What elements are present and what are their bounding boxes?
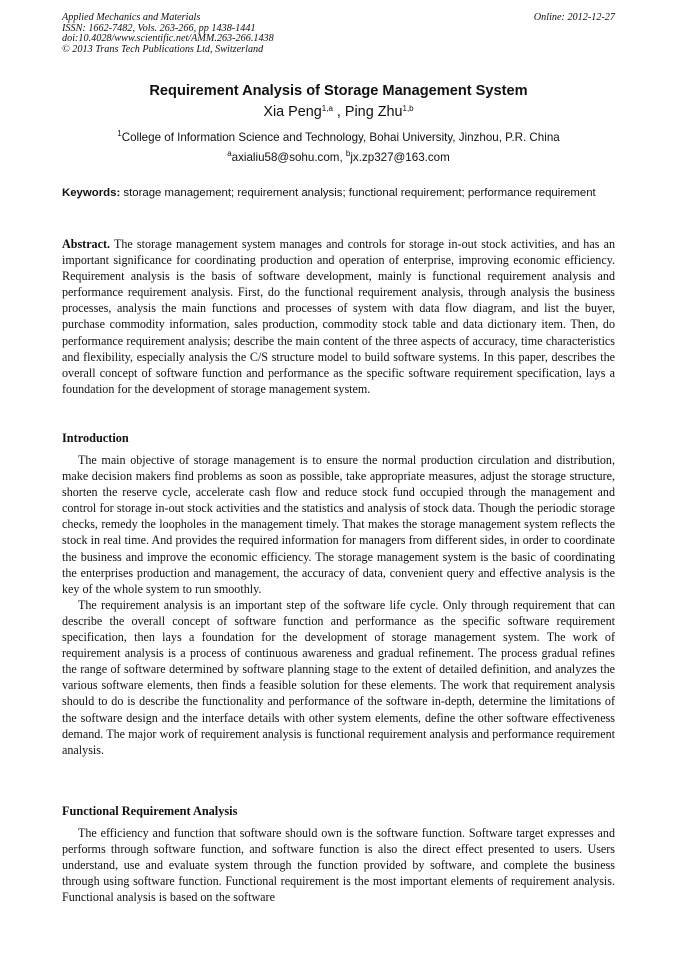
email-line	[62, 151, 615, 164]
paragraph: The main objective of storage management is to ensure the normal production circulation and distribution, make decision makers find problems as soon as possible, take appropriate measures, adjust the storage structure, shorten the reserve cycle, accelerate cash flow and reduce stock fund occupied through the management and control for storage in-out stock activities and the statistics and analysis of stock data. Though the periodic storage checks, remedy the loopholes in the management timely. That makes the storage management system reflects the stock in real time. And provides the required information for managers from different sides, in order to coordinate the business and improve the economic efficiency. The storage management system is the basic of coordinating the enterprises production and management, the accuracy of data, convenient query and effective analysis is the key of the whole system to run smoothly.	[62, 453, 615, 596]
doi-line: doi:10.4028/www.scientific.net/AMM.263-266.1438	[62, 33, 274, 45]
affiliation-superscript: 1	[117, 129, 122, 138]
author-separator: ,	[332, 104, 345, 120]
journal-name: Applied Mechanics and Materials	[62, 12, 201, 23]
introduction-body	[62, 452, 615, 758]
abstract-text: The storage management system manages and controls for storage in-out stock activities, and has an important significance for coordinating production and operation of enterprise, improving economic efficiency. Requirement analysis is the basis of software development, mainly is functional requirement analysis and performance requirement analysis. First, do the functional requirement analysis, through analysis the business processes, analysis the main functions and processes of system with data flow diagram, and list the buyer, purchase commodity information, sales production, commodity stock table and data dictionary item. Then, do performance requirement analysis; describe the main content of the three aspects of accuracy, time characteristics and flexibility, especially analysis the C/S structure model to build software systems. In this paper, describes the overall concept of software function and performance as the specific software requirement specification, lays a foundation for the development of storage management system.	[62, 237, 615, 396]
abstract-label: Abstract.	[62, 237, 111, 251]
author-superscript: 1,b	[402, 104, 414, 113]
author-name: Ping Zhu	[344, 104, 403, 120]
keywords-label: Keywords:	[62, 187, 121, 199]
email-superscript: a	[227, 149, 232, 158]
issn-line: ISSN: 1662-7482, Vols. 263-266, pp 1438-1441	[62, 22, 256, 34]
online-date: Online: 2012-12-27	[533, 12, 615, 23]
paragraph: The efficiency and function that software should own is the software function. Software target expresses and performs through software function, and software function is also the direct effect presented to users. Users understand, use and evaluate system through the function provided by software, and complete the business through using software function. Functional requirement is the most important elements of requirement analysis. Functional analysis is based on the software	[62, 826, 615, 905]
author-line	[62, 104, 615, 120]
journal-header	[62, 13, 615, 55]
functional-body	[62, 825, 615, 905]
keywords	[62, 186, 615, 201]
author-name: Xia Peng	[263, 104, 322, 120]
affiliation-text: College of Information Science and Technology, Bohai University, Jinzhou, P.R. China	[121, 131, 560, 144]
keywords-text: storage management; requirement analysis; functional requirement; performance requirement	[120, 187, 596, 199]
section-heading-introduction: Introduction	[62, 431, 129, 445]
email-superscript: b	[345, 149, 351, 158]
paragraph: The requirement analysis is an important step of the software life cycle. Only through requirement that can describe the overall concept of software function and performance as the specific software requirement specification, then lays a foundation for the development of storage management system. The work of requirement analysis is a process of continuous awareness and gradual refinement. The process gradual refines the range of software determined by software planning stage to the extent of detailed definition, and analyzes the various software elements, then finds a feasible solution for these elements. The work that requirement analysis should to do is describe the functionality and performance of the software in-depth, determine the limitations of the software design and the interface details with other system elements, define the other software effectiveness demand. The major work of requirement analysis is functional requirement analysis and performance requirement analysis.	[62, 597, 615, 757]
copyright-line: © 2013 Trans Tech Publications Ltd, Switzerland	[62, 43, 264, 55]
email-b: jx.zp327@163.com	[350, 151, 450, 164]
author-superscript: 1,a	[321, 104, 333, 113]
paper-title: Requirement Analysis of Storage Management System	[149, 83, 528, 99]
section-heading-functional: Functional Requirement Analysis	[62, 804, 238, 818]
affiliation	[62, 131, 615, 144]
email-a: axialiu58@sohu.com,	[231, 151, 346, 164]
abstract	[62, 236, 615, 397]
